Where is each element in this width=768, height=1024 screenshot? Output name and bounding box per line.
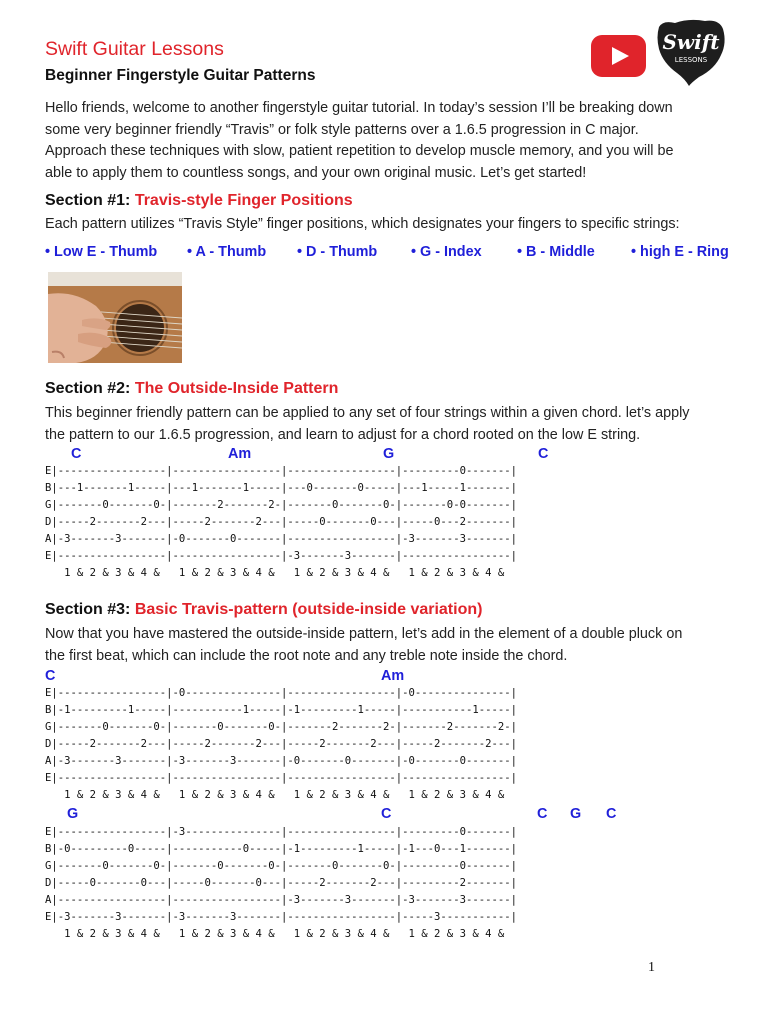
section-3-text	[45, 624, 735, 667]
tab-staff-outside-inside	[45, 463, 517, 582]
finger-item-low-e: • Low E - Thumb	[45, 244, 158, 260]
chord-label: G	[570, 806, 582, 822]
chord-label: G	[67, 806, 79, 822]
finger-item-high-e: • high E - Ring	[631, 244, 729, 260]
beat-count-line: 1 & 2 & 3 & 4 & 1 & 2 & 3 & 4 & 1 & 2 & 3 & 4 & 1 & 2 & 3 & 4 &	[45, 567, 505, 579]
tab-line: D|-----2-------2---|-----2-------2---|-----0-------0---|-----0---2-------|	[45, 516, 517, 528]
tab-line: E|-----------------|-----------------|-----------------|---------0-------|	[45, 465, 517, 477]
chord-label: C	[381, 806, 392, 822]
chord-label: Am	[228, 446, 252, 462]
intro-line: able to apply them to countless songs, and your own original music. Let’s get started!	[45, 164, 587, 181]
section-2-line: This beginner friendly pattern can be applied to any set of four strings within a given chord. let’s apply	[45, 405, 690, 421]
intro-line: Approach these techniques with slow, patient repetition to develop muscle memory, and you will be	[45, 143, 674, 159]
guitar-photo	[48, 272, 182, 363]
swift-lessons-logo[interactable]	[653, 17, 728, 87]
tab-line: G|-------0-------0-|-------0-------0-|-------2-------2-|-------2-------2-|	[45, 721, 517, 733]
section-2-label: Section #2:	[45, 380, 135, 397]
section-2-title: The Outside-Inside Pattern	[134, 380, 339, 397]
tab-line: E|-----------------|-----------------|-3-------3-------|-----------------|	[45, 550, 517, 562]
section-1-text: Each pattern utilizes “Travis Style” finger positions, which designates your fingers to specific strings:	[45, 216, 680, 232]
section-3-line: Now that you have mastered the outside-inside pattern, let’s add in the element of a double pluck on	[45, 626, 683, 642]
section-2-text	[45, 403, 735, 446]
chord-label: Am	[381, 668, 405, 684]
tab-line: B|-1---------1-----|-----------1-----|-1---------1-----|-----------1-----|	[45, 704, 517, 716]
tab-line: E|-3-------3-------|-3-------3-------|-----------------|-----3-----------|	[45, 911, 517, 923]
beat-count-line: 1 & 2 & 3 & 4 & 1 & 2 & 3 & 4 & 1 & 2 & 3 & 4 & 1 & 2 & 3 & 4 &	[45, 789, 505, 801]
logo-text: Swift	[662, 30, 720, 54]
tab-line: G|-------0-------0-|-------0-------0-|-------0-------0-|---------0-------|	[45, 860, 517, 872]
youtube-play-icon[interactable]	[591, 35, 646, 77]
tab-line: B|-0---------0-----|-----------0-----|-1---------1-----|-1---0---1-------|	[45, 843, 517, 855]
finger-item-g: • G - Index	[411, 244, 482, 260]
page-number: 1	[648, 960, 655, 975]
logo-subtext: LESSONS	[674, 56, 708, 64]
chord-label: G	[383, 446, 395, 462]
section-3-heading	[45, 601, 482, 619]
chord-label: C	[71, 446, 82, 462]
beat-count-line: 1 & 2 & 3 & 4 & 1 & 2 & 3 & 4 & 1 & 2 & 3 & 4 & 1 & 2 & 3 & 4 &	[45, 928, 505, 940]
intro-paragraph	[45, 98, 735, 184]
section-3-label: Section #3:	[45, 601, 135, 618]
tab-line: A|-----------------|-----------------|-3-------3-------|-3-------3-------|	[45, 894, 517, 906]
finger-item-d: • D - Thumb	[297, 244, 378, 260]
intro-line: Hello friends, welcome to another fingerstyle guitar tutorial. In today’s session I’ll be breaking down	[45, 100, 673, 116]
chord-label: C	[537, 806, 548, 822]
tab-line: B|---1-------1-----|---1-------1-----|---0-------0-----|---1-----1-------|	[45, 482, 517, 494]
finger-item-a: • A - Thumb	[187, 244, 267, 260]
finger-item-b: • B - Middle	[517, 244, 595, 260]
page-subtitle: Beginner Fingerstyle Guitar Patterns	[45, 67, 316, 84]
section-1-heading	[45, 192, 353, 210]
section-1-title: Travis-style Finger Positions	[134, 192, 353, 209]
section-2-heading	[45, 380, 338, 398]
section-1-label: Section #1:	[45, 192, 135, 209]
tab-line: E|-----------------|-0---------------|-----------------|-0---------------|	[45, 687, 517, 699]
brand-title: Swift Guitar Lessons	[45, 38, 224, 60]
section-3-line: the first beat, which can include the root note and any treble note inside the chord.	[45, 647, 568, 664]
chord-label: C	[606, 806, 617, 822]
chord-label: C	[45, 668, 56, 684]
tab-line: A|-3-------3-------|-3-------3-------|-0-------0-------|-0-------0-------|	[45, 755, 517, 767]
section-3-title: Basic Travis-pattern (outside-inside variation)	[134, 601, 483, 618]
chord-label: C	[538, 446, 549, 462]
intro-line: some very beginner friendly “Travis” or folk style patterns over a 1.6.5 progression in C major.	[45, 121, 639, 138]
tab-staff-travis-row-2	[45, 824, 517, 943]
tab-line: E|-----------------|-----------------|-----------------|-----------------|	[45, 772, 517, 784]
tab-line: A|-3-------3-------|-0-------0-------|-----------------|-3-------3-------|	[45, 533, 517, 545]
tab-line: G|-------0-------0-|-------2-------2-|-------0-------0-|-------0-0-------|	[45, 499, 517, 511]
tab-line: D|-----2-------2---|-----2-------2---|-----2-------2---|-----2-------2---|	[45, 738, 517, 750]
tab-line: E|-----------------|-3---------------|-----------------|---------0-------|	[45, 826, 517, 838]
section-2-line: the pattern to our 1.6.5 progression, and learn to adjust for a chord rooted on the low E string.	[45, 426, 641, 443]
tab-line: D|-----0-------0---|-----0-------0---|-----2-------2---|---------2-------|	[45, 877, 517, 889]
tab-staff-travis-row-1	[45, 685, 517, 804]
